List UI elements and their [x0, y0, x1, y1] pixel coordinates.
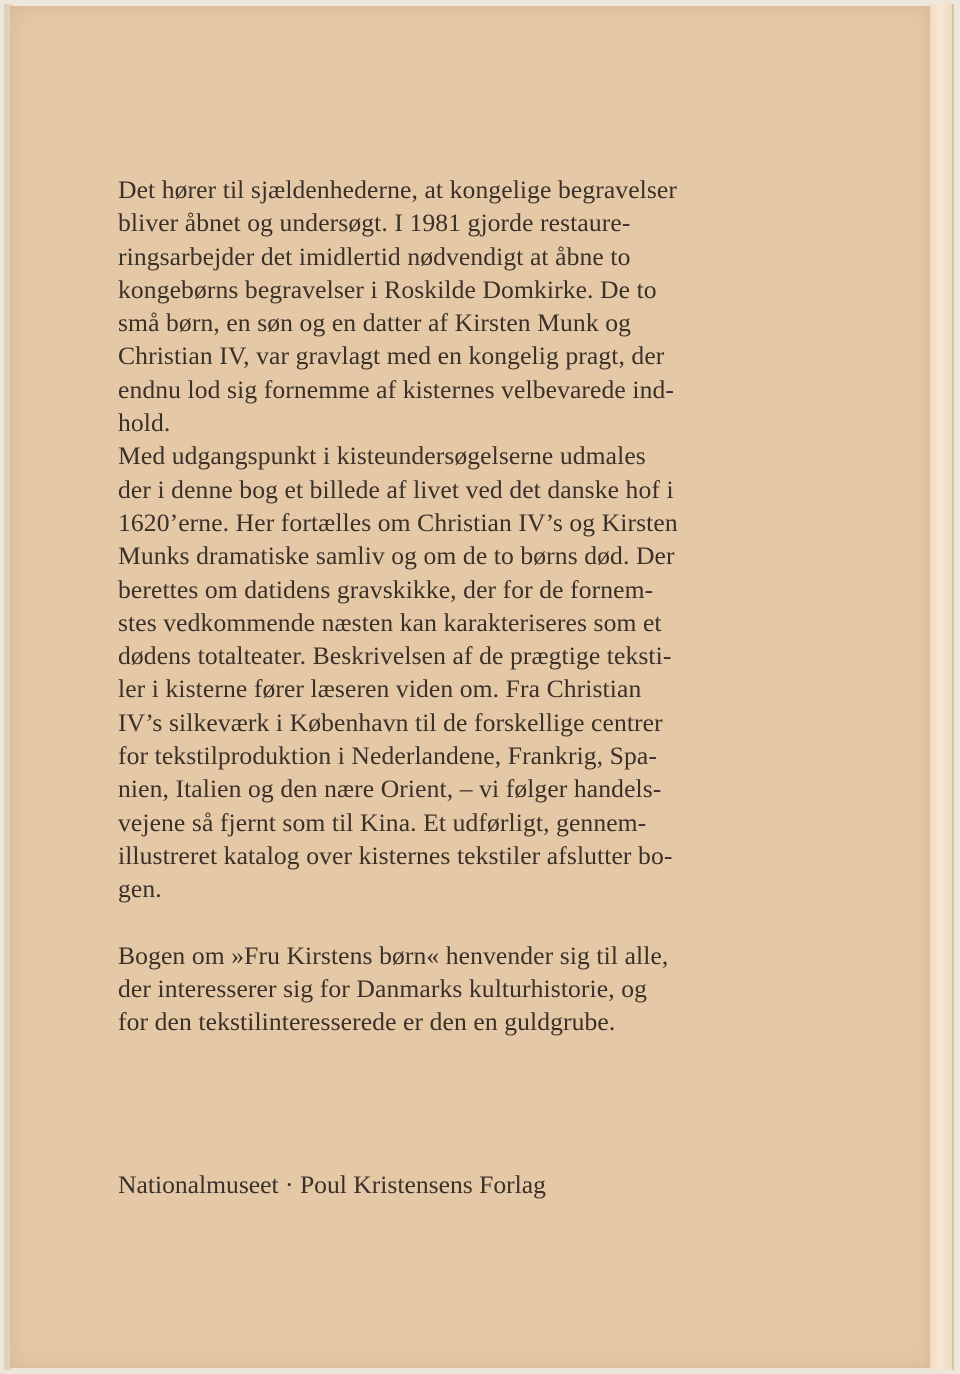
paragraph-3	[118, 939, 798, 1039]
text-line: hold.	[118, 408, 171, 438]
publisher-line: Nationalmuseet · Poul Kristensens Forlag	[118, 1170, 546, 1199]
text-line: Med udgangspunkt i kisteundersøgelserne udmales	[118, 441, 646, 471]
text-line: der i denne bog et billede af livet ved det danske hof i	[118, 474, 674, 504]
text-line: stes vedkommende næsten kan karakteriseres som et	[118, 607, 662, 637]
text-line: Bogen om »Fru Kirstens børn« henvender sig til alle,	[118, 940, 669, 970]
paragraph-2	[118, 439, 798, 905]
text-line: bliver åbnet og undersøgt. I 1981 gjorde restaure-	[118, 208, 631, 238]
text-line: nien, Italien og den nære Orient, – vi følger handels-	[118, 774, 662, 804]
spine-edge	[930, 4, 954, 1370]
text-line: dødens totalteater. Beskrivelsen af de prægtige teksti-	[118, 641, 672, 671]
text-line: vejene så fjernt som til Kina. Et udførligt, gennem-	[118, 807, 647, 837]
text-line: 1620’erne. Her fortælles om Christian IV’s og Kirsten	[118, 507, 678, 537]
text-line: ler i kisterne fører læseren viden om. Fra Christian	[118, 674, 642, 704]
blurb-text	[118, 173, 798, 1039]
text-line: berettes om datidens gravskikke, der for de fornem-	[118, 574, 654, 604]
text-line: for tekstilproduktion i Nederlandene, Frankrig, Spa-	[118, 741, 657, 771]
text-line: der interesserer sig for Danmarks kulturhistorie, og	[118, 974, 648, 1004]
text-line: Christian IV, var gravlagt med en kongelig pragt, der	[118, 341, 665, 371]
text-line: IV’s silkeværk i København til de forskellige centrer	[118, 707, 663, 737]
text-line: ringsarbejder det imidlertid nødvendigt at åbne to	[118, 241, 631, 271]
text-line: Det hører til sjældenhederne, at kongelige begravelser	[118, 175, 678, 204]
text-line: for den tekstilinteresserede er den en guldgrube.	[118, 1007, 616, 1037]
text-line: gen.	[118, 874, 162, 904]
text-line: små børn, en søn og en datter af Kirsten Munk og	[118, 308, 632, 338]
text-line: illustreret katalog over kisternes tekstiler afslutter bo-	[118, 840, 673, 870]
paragraph-spacer	[118, 906, 798, 939]
paragraph-1	[118, 173, 798, 439]
text-line: kongebørns begravelser i Roskilde Domkirke. De to	[118, 274, 657, 304]
text-line: Munks dramatiske samliv og om de to børns død. Der	[118, 541, 675, 571]
text-line: endnu lod sig fornemme af kisternes velbevarede ind-	[118, 374, 674, 404]
